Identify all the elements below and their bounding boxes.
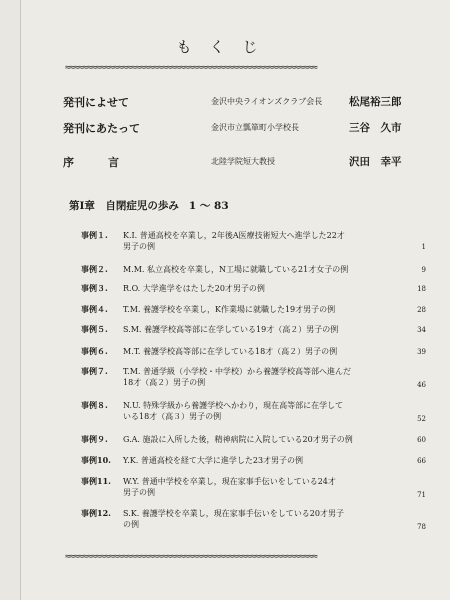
- ornamental-border-top: ≈≈≈≈≈≈≈≈≈≈≈≈≈≈≈≈≈≈≈≈≈≈≈≈≈≈≈≈≈≈≈≈≈≈≈≈≈≈≈≈≈≈≈≈≈≈≈≈≈≈≈≈≈≈≈≈≈: [65, 63, 317, 73]
- case-page-number: 78: [417, 523, 426, 531]
- case-description: [123, 346, 428, 357]
- case-description-line: S.M. 養護学校高等部に在学している19才（高２）男子の例: [123, 325, 339, 334]
- case-page-number: 1: [421, 243, 426, 251]
- case-description-line: R.O. 大学進学をはたした20才男子の例: [123, 284, 265, 293]
- case-description: [123, 366, 428, 388]
- case-description-line: いる18才（高３）男子の例: [123, 412, 222, 421]
- case-entry: [81, 230, 426, 252]
- case-description-line: 18才（高２）男子の例: [123, 378, 206, 387]
- case-description-line: N.U. 特殊学級から養護学校へかわり，現在高等部に在学して: [123, 401, 344, 410]
- case-number: 事例８.: [81, 400, 108, 410]
- page-title: もくじ: [176, 38, 276, 56]
- case-entry: [81, 304, 426, 315]
- case-description: [123, 304, 428, 315]
- case-description: [123, 476, 428, 498]
- preface-row: [63, 154, 433, 172]
- case-page-number: 52: [417, 415, 426, 423]
- case-description: [123, 508, 428, 530]
- case-entry: [81, 508, 426, 530]
- case-number: 事例２.: [81, 264, 108, 274]
- case-entry: [81, 366, 426, 388]
- case-page-number: 18: [417, 285, 426, 293]
- chapter-heading: [69, 198, 229, 213]
- case-description-line: T.M. 普通学級（小学校・中学校）から養護学校高等部へ進んだ: [123, 367, 351, 376]
- case-entry: [81, 264, 426, 275]
- case-description-line: Y.K. 普通高校を経て大学に進学した23才男子の例: [123, 456, 304, 465]
- preface-row: [63, 94, 433, 112]
- case-description: [123, 264, 428, 275]
- case-description: [123, 434, 428, 445]
- case-description-line: M.M. 私立高校を卒業し，N工場に就職している21才女子の例: [123, 265, 349, 274]
- chapter-page-range: 1 ～ 83: [188, 200, 229, 212]
- case-number: 事例３.: [81, 283, 108, 293]
- case-number: 事例11.: [81, 476, 111, 486]
- case-description-line: 男子の例: [123, 242, 155, 251]
- case-description-line: M.T. 養護学校高等部に在学している18才（高２）男子の例: [123, 347, 338, 356]
- case-description: [123, 455, 428, 466]
- case-number: 事例５.: [81, 324, 108, 334]
- case-description-line: S.K. 養護学校を卒業し，現在家事手伝いをしている20才男子: [123, 509, 344, 518]
- case-description-line: T.M. 養護学校を卒業し，K作業場に就職した19才男子の例: [123, 305, 336, 314]
- case-description: [123, 230, 428, 252]
- preface-row: [63, 120, 433, 138]
- case-number: 事例１.: [81, 230, 108, 240]
- case-page-number: 46: [417, 381, 426, 389]
- preface-label: 発刊にあたって: [63, 122, 140, 135]
- case-entry: [81, 283, 426, 294]
- preface-label: 発刊によせて: [63, 96, 129, 109]
- preface-author-title: 北陸学院短大教授: [211, 157, 275, 166]
- case-description-line: 男子の例: [123, 488, 155, 497]
- case-entry: [81, 400, 426, 422]
- case-description: [123, 283, 428, 294]
- case-page-number: 34: [417, 326, 426, 334]
- case-number: 事例７.: [81, 366, 108, 376]
- case-page-number: 39: [417, 348, 426, 356]
- case-description: [123, 400, 428, 422]
- case-number: 事例４.: [81, 304, 108, 314]
- chapter-title: 第Ⅰ章 自閉症児の歩み: [69, 200, 179, 212]
- preface-author-name: 沢田 幸平: [349, 156, 402, 168]
- case-number: 事例６.: [81, 346, 108, 356]
- preface-author-name: 三谷 久市: [349, 122, 402, 134]
- case-description: [123, 324, 428, 335]
- case-number: 事例12.: [81, 508, 111, 518]
- case-description-line: K.I. 普通高校を卒業し，2年後A医療技術短大へ進学した22才: [123, 231, 345, 240]
- contents-page: [20, 0, 450, 600]
- case-number: 事例９.: [81, 434, 108, 444]
- case-page-number: 66: [417, 457, 426, 465]
- case-page-number: 60: [417, 436, 426, 444]
- case-entry: [81, 346, 426, 357]
- preface-author-title: 金沢市立瓢箪町小学校長: [211, 123, 299, 132]
- case-entry: [81, 324, 426, 335]
- case-number: 事例10.: [81, 455, 111, 465]
- preface-author-name: 松尾裕三郎: [349, 96, 402, 108]
- preface-author-title: 金沢中央ライオンズクラブ会長: [211, 97, 323, 106]
- case-entry: [81, 476, 426, 498]
- case-page-number: 28: [417, 306, 426, 314]
- case-entry: [81, 455, 426, 466]
- case-description-line: の例: [123, 520, 139, 529]
- case-description-line: W.Y. 普通中学校を卒業し，現在家事手伝いをしている24才: [123, 477, 336, 486]
- case-description-line: G.A. 施設に入所した後，精神病院に入院している20才男子の例: [123, 435, 353, 444]
- case-entry: [81, 434, 426, 445]
- case-page-number: 9: [421, 266, 426, 274]
- case-page-number: 71: [417, 491, 426, 499]
- ornamental-border-bottom: ≈≈≈≈≈≈≈≈≈≈≈≈≈≈≈≈≈≈≈≈≈≈≈≈≈≈≈≈≈≈≈≈≈≈≈≈≈≈≈≈≈≈≈≈≈≈≈≈≈≈≈≈≈≈≈≈≈: [65, 552, 317, 562]
- preface-label: 序言: [63, 156, 153, 169]
